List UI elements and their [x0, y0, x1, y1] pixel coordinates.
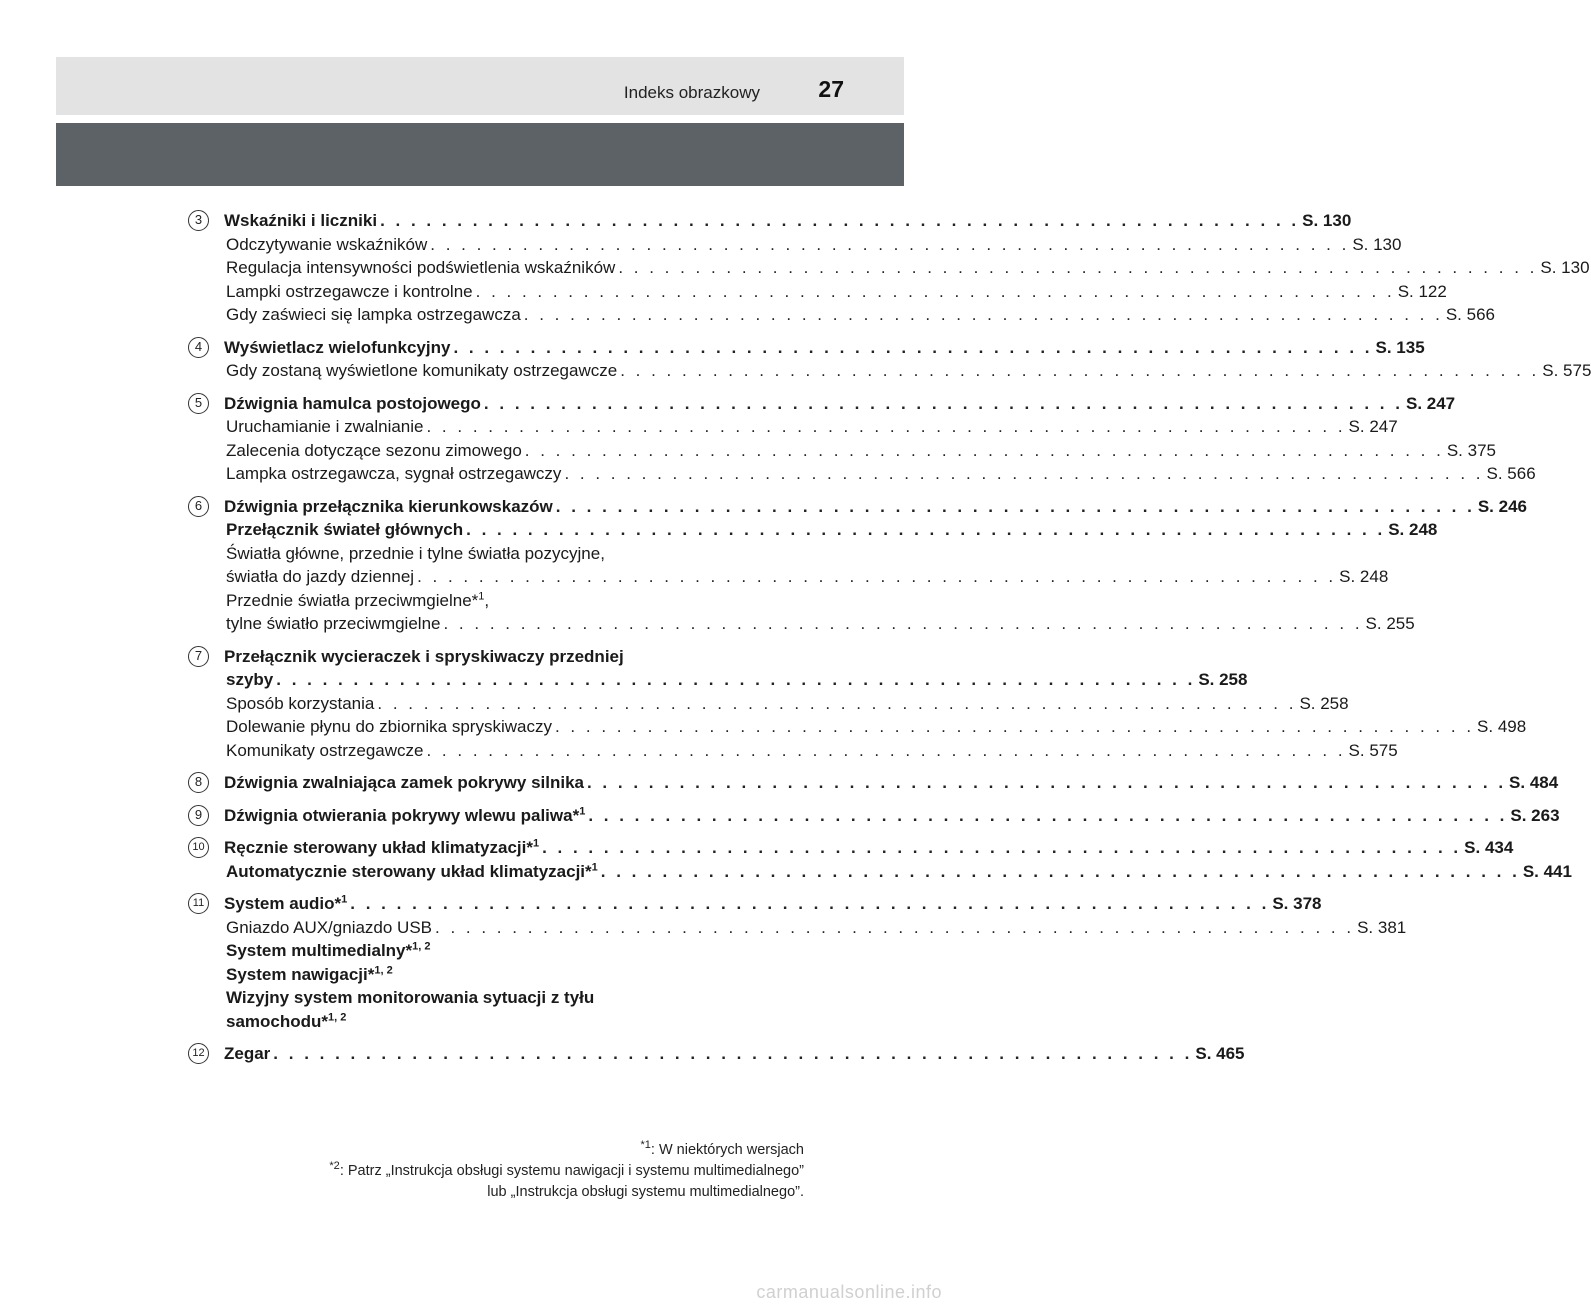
footnote-ref: 1, 2 [328, 1010, 347, 1023]
index-entry [188, 892, 1407, 1033]
page-reference: S. 258 [1299, 693, 1349, 713]
index-line[interactable] [226, 280, 1447, 304]
line-label [224, 892, 347, 916]
picture-index-list [188, 209, 1591, 1075]
footnote [329, 1182, 804, 1203]
line-label [224, 392, 481, 416]
dot-leader: . . . . . . . . . . . . . . . . . . . . . . . . . . . . . . . . . . . . . . . . . . . . . . . . . . . . . . . . . . . . [586, 773, 1507, 792]
footnote-ref: 1 [341, 893, 348, 906]
index-entry [188, 804, 1560, 828]
dot-leader: . . . . . . . . . . . . . . . . . . . . . . . . . . . . . . . . . . . . . . . . . . . . . . . . . . . . . . . . . . . . [453, 337, 1373, 357]
line-label [226, 963, 393, 987]
line-text: samochodu* [226, 1011, 329, 1031]
index-line[interactable] [224, 771, 1559, 795]
page-reference: S. 130 [1352, 234, 1402, 254]
index-line[interactable] [226, 739, 1398, 763]
line-label [226, 692, 374, 716]
line-label [226, 612, 440, 636]
index-entry [188, 209, 1590, 327]
dot-leader: . . . . . . . . . . . . . . . . . . . . . . . . . . . . . . . . . . . . . . . . . . . . . . . . . . . . . . . . . . . . [466, 520, 1386, 539]
line-text: Lampka ostrzegawcza, sygnał ostrzegawczy [226, 464, 562, 483]
page-reference: S. 566 [1486, 464, 1536, 483]
dot-leader: . . . . . . . . . . . . . . . . . . . . . . . . . . . . . . . . . . . . . . . . . . . . . . . . . . . . . . . . . . . . [443, 614, 1363, 633]
index-entry [188, 495, 1527, 636]
index-line[interactable] [224, 1042, 1245, 1066]
line-text: Przełącznik wycieraczek i spryskiwaczy przedniej [224, 646, 624, 666]
line-text: Światła główne, przednie i tylne światła pozycyjne, [226, 543, 605, 563]
dot-leader: . . . . . . . . . . . . . . . . . . . . . . . . . . . . . . . . . . . . . . . . . . . . . . . . . . . . . . . . . . . . [417, 567, 1337, 586]
line-label [226, 739, 423, 763]
footnote-text: : Patrz „Instrukcja obsługi systemu nawigacji i systemu multimedialnego” [339, 1163, 804, 1179]
index-line[interactable] [226, 462, 1536, 486]
page-reference: S. 130 [1302, 211, 1352, 230]
watermark: carmanualsonline.info [756, 1282, 942, 1302]
line-label [224, 1042, 270, 1066]
line-text: Wskaźniki i liczniki [224, 211, 378, 230]
page-reference: S. 484 [1509, 773, 1559, 792]
line-text: Zalecenia dotyczące sezonu zimowego [226, 440, 522, 460]
index-line[interactable] [226, 692, 1349, 716]
line-text: Gdy zaświeci się lampka ostrzegawcza [226, 305, 521, 324]
index-line[interactable] [226, 415, 1398, 439]
footnote-text: lub „Instrukcja obsługi systemu multimedialnego”. [487, 1184, 804, 1200]
page-reference: S. 247 [1405, 393, 1456, 413]
line-text: System multimedialny* [226, 941, 413, 960]
index-line[interactable] [226, 565, 1389, 589]
dot-leader: . . . . . . . . . . . . . . . . . . . . . . . . . . . . . . . . . . . . . . . . . . . . . . . . . . . . . . . . . . . . [276, 670, 1196, 689]
index-entry [188, 645, 1527, 763]
index-line[interactable] [224, 336, 1425, 360]
callout-number: 6 [188, 496, 209, 517]
index-line[interactable] [226, 860, 1572, 884]
line-label [226, 462, 561, 486]
page-reference: S. 375 [1446, 440, 1496, 460]
index-entry [188, 836, 1572, 883]
callout-number: 10 [188, 837, 209, 858]
dot-leader: . . . . . . . . . . . . . . . . . . . . . . . . . . . . . . . . . . . . . . . . . . . . . . . . . . . . . . . . . . . . [273, 1044, 1193, 1063]
callout-number: 9 [188, 805, 209, 826]
page-reference: S. 381 [1357, 917, 1407, 937]
index-line[interactable] [224, 804, 1560, 828]
line-label [226, 415, 423, 439]
dot-leader: . . . . . . . . . . . . . . . . . . . . . . . . . . . . . . . . . . . . . . . . . . . . . . . . . . . . . . . . . . . . [483, 393, 1403, 413]
footnote-ref: 1 [478, 589, 485, 602]
page-reference: S. 498 [1477, 717, 1527, 736]
index-line[interactable] [226, 986, 804, 1010]
footnote [329, 1161, 804, 1182]
line-text: System audio* [224, 894, 342, 913]
page-reference: S. 575 [1542, 361, 1591, 380]
line-text: Wyświetlacz wielofunkcyjny [224, 337, 451, 357]
page-reference: S. 247 [1348, 417, 1398, 436]
dot-leader: . . . . . . . . . . . . . . . . . . . . . . . . . . . . . . . . . . . . . . . . . . . . . . . . . . . . . . . . . . . . [350, 894, 1270, 913]
page-reference: S. 135 [1375, 337, 1425, 357]
index-entry [188, 1042, 1245, 1066]
line-label [226, 439, 522, 463]
line-label [226, 542, 605, 566]
index-line[interactable] [226, 916, 1407, 940]
line-label [224, 836, 539, 860]
line-label [224, 336, 450, 360]
footnote-ref: 1, 2 [374, 963, 393, 976]
line-label [226, 565, 414, 589]
line-tail: , [484, 590, 490, 610]
page-reference: S. 434 [1464, 838, 1514, 857]
dot-leader: . . . . . . . . . . . . . . . . . . . . . . . . . . . . . . . . . . . . . . . . . . . . . . . . . . . . . . . . . . . . [426, 417, 1346, 436]
line-label [226, 256, 615, 280]
line-label [224, 209, 377, 233]
index-entry [188, 392, 1536, 486]
line-text: tylne światło przeciwmgielne [226, 614, 441, 633]
dot-leader: . . . . . . . . . . . . . . . . . . . . . . . . . . . . . . . . . . . . . . . . . . . . . . . . . . . . . . . . . . . . [555, 496, 1475, 516]
index-line[interactable] [226, 1010, 804, 1034]
line-label [224, 495, 553, 519]
dot-leader: . . . . . . . . . . . . . . . . . . . . . . . . . . . . . . . . . . . . . . . . . . . . . . . . . . . . . . . . . . . . [618, 258, 1538, 277]
line-label [226, 986, 594, 1010]
line-text: Automatycznie sterowany układ klimatyzacji* [226, 861, 592, 881]
line-label [224, 804, 585, 828]
footnote-mark: *1 [640, 1139, 651, 1152]
callout-number: 11 [188, 893, 209, 914]
page-reference: S. 258 [1198, 670, 1248, 689]
line-text: Zegar [224, 1044, 271, 1063]
index-line[interactable] [226, 668, 1248, 692]
line-text: Dźwignia hamulca postojowego [224, 393, 481, 413]
footnote-mark: *2 [329, 1160, 340, 1173]
callout-number: 3 [188, 210, 209, 231]
index-line[interactable] [226, 612, 1415, 636]
footnote-ref: 1 [532, 837, 540, 850]
index-line[interactable] [226, 589, 804, 613]
line-text: Odczytywanie wskaźników [226, 234, 428, 254]
page-reference: S. 122 [1397, 281, 1447, 301]
dot-leader: . . . . . . . . . . . . . . . . . . . . . . . . . . . . . . . . . . . . . . . . . . . . . . . . . . . . . . . . . . . . [620, 361, 1540, 380]
index-entry [188, 336, 1591, 383]
dot-leader: . . . . . . . . . . . . . . . . . . . . . . . . . . . . . . . . . . . . . . . . . . . . . . . . . . . . . . . . . . . . [600, 861, 1520, 881]
page-header [56, 57, 904, 115]
index-line[interactable] [226, 542, 804, 566]
line-text: Przełącznik świateł głównych [226, 520, 464, 539]
footnote-ref: 1, 2 [412, 940, 431, 953]
index-line[interactable] [226, 715, 1527, 739]
dot-leader: . . . . . . . . . . . . . . . . . . . . . . . . . . . . . . . . . . . . . . . . . . . . . . . . . . . . . . . . . . . . [426, 740, 1346, 760]
dot-leader: . . . . . . . . . . . . . . . . . . . . . . . . . . . . . . . . . . . . . . . . . . . . . . . . . . . . . . . . . . . . [523, 305, 1443, 324]
line-text: światła do jazdy dziennej [226, 567, 415, 586]
dot-leader: . . . . . . . . . . . . . . . . . . . . . . . . . . . . . . . . . . . . . . . . . . . . . . . . . . . . . . . . . . . . [554, 717, 1475, 736]
line-text: Dolewanie płynu do zbiornika spryskiwaczy [226, 717, 552, 736]
index-line[interactable] [224, 836, 1514, 860]
footnotes [329, 1140, 804, 1203]
index-line[interactable] [224, 645, 804, 669]
dot-leader: . . . . . . . . . . . . . . . . . . . . . . . . . . . . . . . . . . . . . . . . . . . . . . . . . . . . . . . . . . . . [377, 693, 1297, 713]
line-text: System nawigacji* [226, 964, 375, 984]
dot-leader: . . . . . . . . . . . . . . . . . . . . . . . . . . . . . . . . . . . . . . . . . . . . . . . . . . . . . . . . . . . . [475, 281, 1395, 301]
index-line[interactable] [226, 303, 1495, 327]
footnote [329, 1140, 804, 1161]
line-label [226, 1010, 346, 1034]
dot-leader: . . . . . . . . . . . . . . . . . . . . . . . . . . . . . . . . . . . . . . . . . . . . . . . . . . . . . . . . . . . . [542, 838, 1462, 857]
callout-number: 7 [188, 646, 209, 667]
index-line[interactable] [226, 518, 1438, 542]
line-label [226, 715, 552, 739]
line-text: szyby [226, 670, 274, 689]
page-reference: S. 246 [1477, 496, 1527, 516]
footnote-ref: 1 [579, 804, 586, 817]
callout-number: 4 [188, 337, 209, 358]
index-line[interactable] [226, 359, 1591, 383]
line-text: Komunikaty ostrzegawcze [226, 740, 424, 760]
line-label [226, 589, 489, 613]
line-text: Dźwignia zwalniająca zamek pokrywy silnika [224, 773, 584, 792]
line-label [226, 280, 473, 304]
line-text: Gdy zostaną wyświetlone komunikaty ostrzegawcze [226, 361, 618, 380]
index-line[interactable] [226, 963, 804, 987]
dot-leader: . . . . . . . . . . . . . . . . . . . . . . . . . . . . . . . . . . . . . . . . . . . . . . . . . . . . . . . . . . . . [564, 464, 1484, 483]
index-line[interactable] [226, 439, 1496, 463]
line-text: Sposób korzystania [226, 693, 375, 713]
line-label [226, 303, 521, 327]
line-label [226, 233, 427, 257]
line-label [226, 916, 432, 940]
page-reference: S. 465 [1195, 1044, 1245, 1063]
page-reference: S. 248 [1388, 520, 1438, 539]
dot-leader: . . . . . . . . . . . . . . . . . . . . . . . . . . . . . . . . . . . . . . . . . . . . . . . . . . . . . . . . . . . . [588, 805, 1508, 825]
line-text: Dźwignia otwierania pokrywy wlewu paliwa* [224, 805, 580, 825]
page-reference: S. 566 [1445, 305, 1495, 324]
line-label [224, 645, 624, 669]
index-line[interactable] [226, 256, 1590, 280]
dot-leader: . . . . . . . . . . . . . . . . . . . . . . . . . . . . . . . . . . . . . . . . . . . . . . . . . . . . . . . . . . . . [430, 234, 1350, 254]
line-text: Ręcznie sterowany układ klimatyzacji* [224, 838, 533, 857]
callout-number: 8 [188, 772, 209, 793]
page-reference: S. 255 [1365, 614, 1415, 633]
line-text: Dźwignia przełącznika kierunkowskazów [224, 496, 553, 516]
index-line[interactable] [224, 392, 1456, 416]
line-label [226, 939, 430, 963]
line-text: Wizyjny system monitorowania sytuacji z tyłu [226, 988, 595, 1007]
dot-leader: . . . . . . . . . . . . . . . . . . . . . . . . . . . . . . . . . . . . . . . . . . . . . . . . . . . . . . . . . . . . [435, 917, 1355, 937]
line-label [226, 359, 617, 383]
line-label [224, 771, 584, 795]
section-title: Indeks obrazkowy [623, 83, 760, 102]
page-number: 27 [818, 76, 844, 102]
line-text: Gniazdo AUX/gniazdo USB [226, 917, 433, 937]
line-text: Uruchamianie i zwalnianie [226, 417, 424, 436]
dot-leader: . . . . . . . . . . . . . . . . . . . . . . . . . . . . . . . . . . . . . . . . . . . . . . . . . . . . . . . . . . . . [524, 440, 1444, 460]
page-reference: S. 130 [1540, 258, 1590, 277]
line-text: Lampki ostrzegawcze i kontrolne [226, 281, 473, 301]
index-line[interactable] [224, 209, 1352, 233]
line-label [226, 518, 463, 542]
footnote-text: : W niektórych wersjach [650, 1142, 804, 1158]
index-line[interactable] [226, 939, 804, 963]
page-reference: S. 575 [1348, 740, 1398, 760]
footnote-ref: 1 [591, 860, 598, 873]
index-line[interactable] [224, 892, 1322, 916]
page-reference: S. 248 [1339, 567, 1389, 586]
index-entry [188, 771, 1559, 795]
line-text: Przednie światła przeciwmgielne* [226, 590, 479, 610]
line-label [226, 668, 273, 692]
line-label [226, 860, 598, 884]
callout-number: 5 [188, 393, 209, 414]
page-reference: S. 441 [1522, 861, 1572, 881]
callout-number: 12 [188, 1043, 209, 1064]
index-line[interactable] [224, 495, 1527, 519]
page-reference: S. 263 [1510, 805, 1560, 825]
header-band [56, 123, 904, 186]
index-line[interactable] [226, 233, 1402, 257]
dot-leader: . . . . . . . . . . . . . . . . . . . . . . . . . . . . . . . . . . . . . . . . . . . . . . . . . . . . . . . . . . . . [380, 211, 1300, 230]
line-text: Regulacja intensywności podświetlenia wskaźników [226, 258, 616, 277]
page-reference: S. 378 [1272, 894, 1322, 913]
